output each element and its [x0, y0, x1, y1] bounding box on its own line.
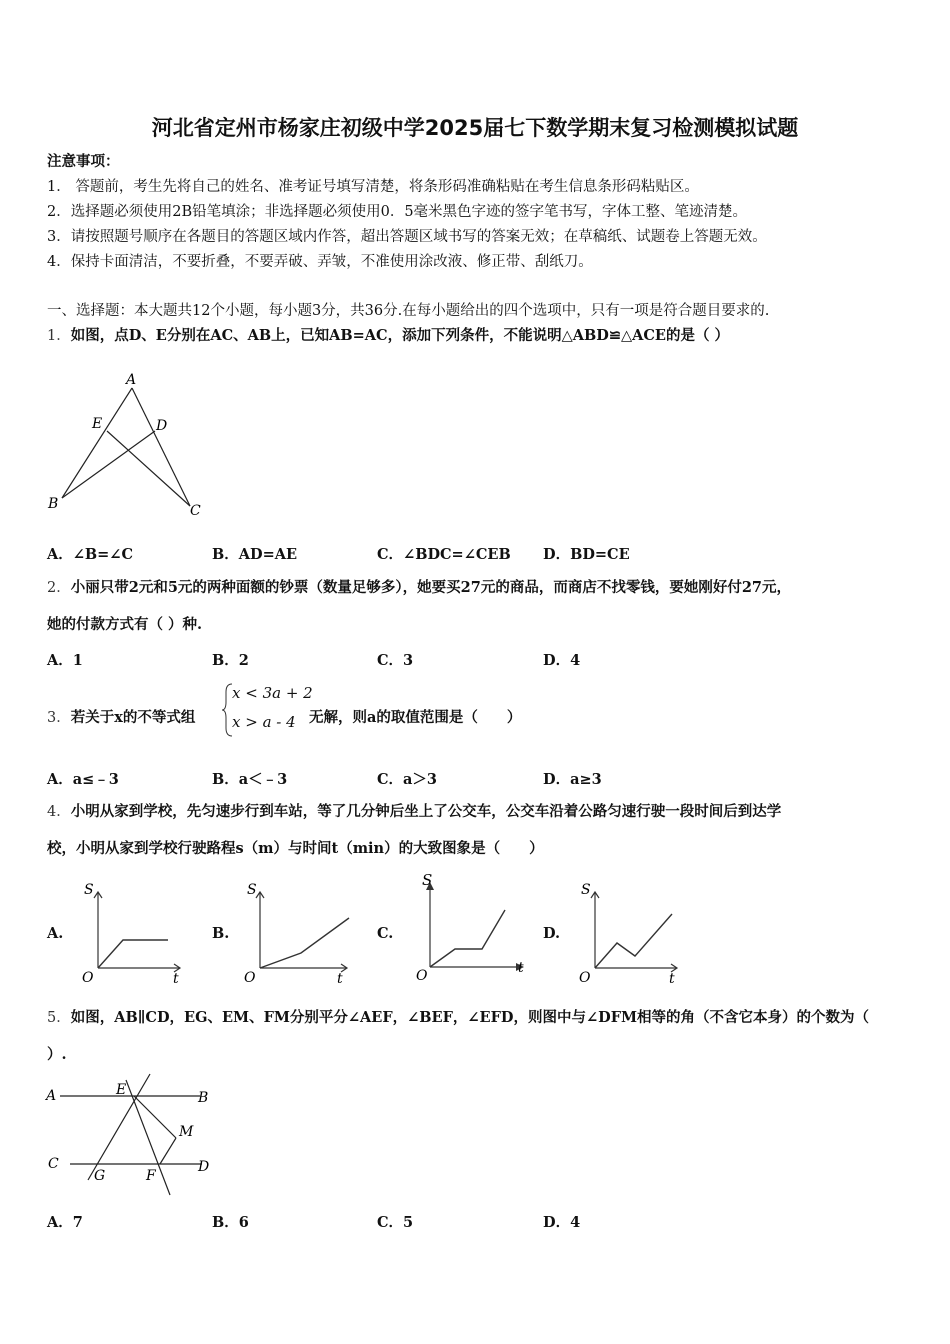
question-4-line-1: [47, 802, 781, 822]
inequality-1: x < 3a + 2: [232, 684, 313, 702]
question-2-line-2: 她的付款方式有（ ）种.: [47, 616, 203, 633]
q2-option-d[interactable]: D．4: [543, 652, 581, 669]
graph-b-x-label: t: [337, 971, 343, 987]
question-3-number: 3．: [47, 710, 71, 726]
question-4-text: 小明从家到学校，先匀速步行到车站，等了几分钟后坐上了公交车，公交车沿着公路匀速行驶一段时间后到达学: [70, 803, 782, 820]
graph-c-x-label: t: [518, 960, 524, 976]
q3-option-c[interactable]: C．a＞3: [377, 771, 438, 788]
fig5-label-f: F: [146, 1168, 156, 1184]
q4-option-c[interactable]: C.: [377, 925, 394, 942]
question-1: [47, 326, 729, 346]
q4-option-b[interactable]: B.: [212, 925, 230, 942]
q4-option-a[interactable]: A.: [47, 925, 64, 942]
graph-b: [235, 878, 355, 988]
q2-option-b[interactable]: B．2: [212, 652, 249, 669]
notice-heading: 注意事项：: [47, 153, 120, 170]
parallel-lines-figure: [40, 1070, 220, 1200]
q1-option-d[interactable]: D．BD=CE: [543, 546, 630, 563]
graph-c-y-label: S: [422, 871, 433, 889]
label-a: A: [126, 372, 137, 388]
notice-item-1: 1． 答题前，考生先将自己的姓名、准考证号填写清楚，将条形码准确粘贴在考生信息条形码粘贴区。: [47, 179, 699, 195]
q3-option-b[interactable]: B．a＜﹣3: [212, 771, 288, 788]
section-heading: 一、选择题：本大题共12个小题，每小题3分，共36分.在每小题给出的四个选项中，只有一项是符合题目要求的.: [47, 303, 770, 319]
graph-a-origin: O: [82, 970, 94, 986]
fig5-label-d: D: [198, 1159, 210, 1175]
q5-option-d[interactable]: D．4: [543, 1214, 581, 1231]
q1-option-a[interactable]: A．∠B=∠C: [47, 546, 133, 563]
label-b: B: [48, 496, 59, 512]
graph-c-origin: O: [416, 968, 428, 984]
notice-item-2: 2．选择题必须使用2B铅笔填涂；非选择题必须使用0．5毫米黑色字迹的签字笔书写，字体工整、笔迹清楚。: [47, 204, 748, 220]
label-e: E: [92, 416, 103, 432]
q1-option-c[interactable]: C．∠BDC=∠CEB: [377, 546, 511, 563]
question-5-number: 5．: [47, 1010, 71, 1026]
question-5-line-1: [47, 1008, 869, 1028]
notice-item-4: 4．保持卡面清洁，不要折叠，不要弄破、弄皱，不准使用涂改液、修正带、刮纸刀。: [47, 254, 593, 270]
question-2-line-1: [47, 578, 791, 598]
graph-c: [400, 868, 530, 988]
triangle-figure: [40, 368, 220, 523]
graph-a-y-label: S: [84, 882, 94, 898]
q5-option-a[interactable]: A．7: [47, 1214, 83, 1231]
question-5-line-2: ）.: [47, 1046, 67, 1063]
question-2-number: 2．: [47, 580, 71, 596]
graph-d: [565, 878, 685, 988]
inequality-2: x > a - 4: [232, 713, 296, 731]
graph-b-y-label: S: [247, 882, 257, 898]
question-3-text-before: 若关于x的不等式组: [70, 709, 196, 726]
q2-option-c[interactable]: C．3: [377, 652, 414, 669]
q1-option-b[interactable]: B．AD=AE: [212, 546, 298, 563]
graph-d-x-label: t: [669, 971, 675, 987]
notice-item-3: 3．请按照题号顺序在各题目的答题区域内作答，超出答题区域书写的答案无效；在草稿纸、试题卷上答题无效。: [47, 229, 767, 245]
question-3-prefix: [47, 708, 195, 728]
q2-option-a[interactable]: A．1: [47, 652, 83, 669]
fig5-label-c: C: [48, 1156, 59, 1172]
question-2-text: 小丽只带2元和5元的两种面额的钞票（数量足够多），她要买27元的商品，而商店不找零钱，要她刚好付27元，: [70, 579, 792, 596]
q3-option-d[interactable]: D．a≥3: [543, 771, 602, 788]
graph-b-origin: O: [244, 970, 256, 986]
q5-option-b[interactable]: B．6: [212, 1214, 249, 1231]
graph-a-x-label: t: [173, 971, 179, 987]
fig5-label-a: A: [46, 1088, 57, 1104]
question-4-line-2: 校，小明从家到学校行驶路程s（m）与时间t（min）的大致图象是（ ）: [47, 840, 544, 857]
label-d: D: [156, 418, 168, 434]
question-1-number: 1．: [47, 328, 71, 344]
fig5-label-g: G: [94, 1168, 106, 1184]
page-title: 河北省定州市杨家庄初级中学2025届七下数学期末复习检测模拟试题: [151, 116, 799, 140]
question-4-number: 4．: [47, 804, 71, 820]
fig5-label-m: M: [179, 1124, 194, 1140]
label-c: C: [190, 503, 201, 519]
question-5-text: 如图，AB∥CD，EG、EM、FM分别平分∠AEF，∠BEF，∠EFD，则图中与∠DFM相等的角（不含它本身）的个数为（: [70, 1009, 870, 1026]
graph-d-y-label: S: [581, 882, 591, 898]
q3-option-a[interactable]: A．a≤﹣3: [47, 771, 119, 788]
graph-a: [70, 878, 190, 988]
fig5-label-b: B: [198, 1090, 209, 1106]
fig5-label-e: E: [116, 1082, 127, 1098]
q4-option-d[interactable]: D.: [543, 925, 561, 942]
q5-option-c[interactable]: C．5: [377, 1214, 414, 1231]
graph-d-origin: O: [579, 970, 591, 986]
question-3-text-after: 无解，则a的取值范围是（ ）: [309, 709, 522, 726]
question-1-text: 如图，点D、E分别在AC、AB上，已知AB=AC，添加下列条件，不能说明△ABD≌△ACE的是（ ）: [70, 327, 730, 344]
